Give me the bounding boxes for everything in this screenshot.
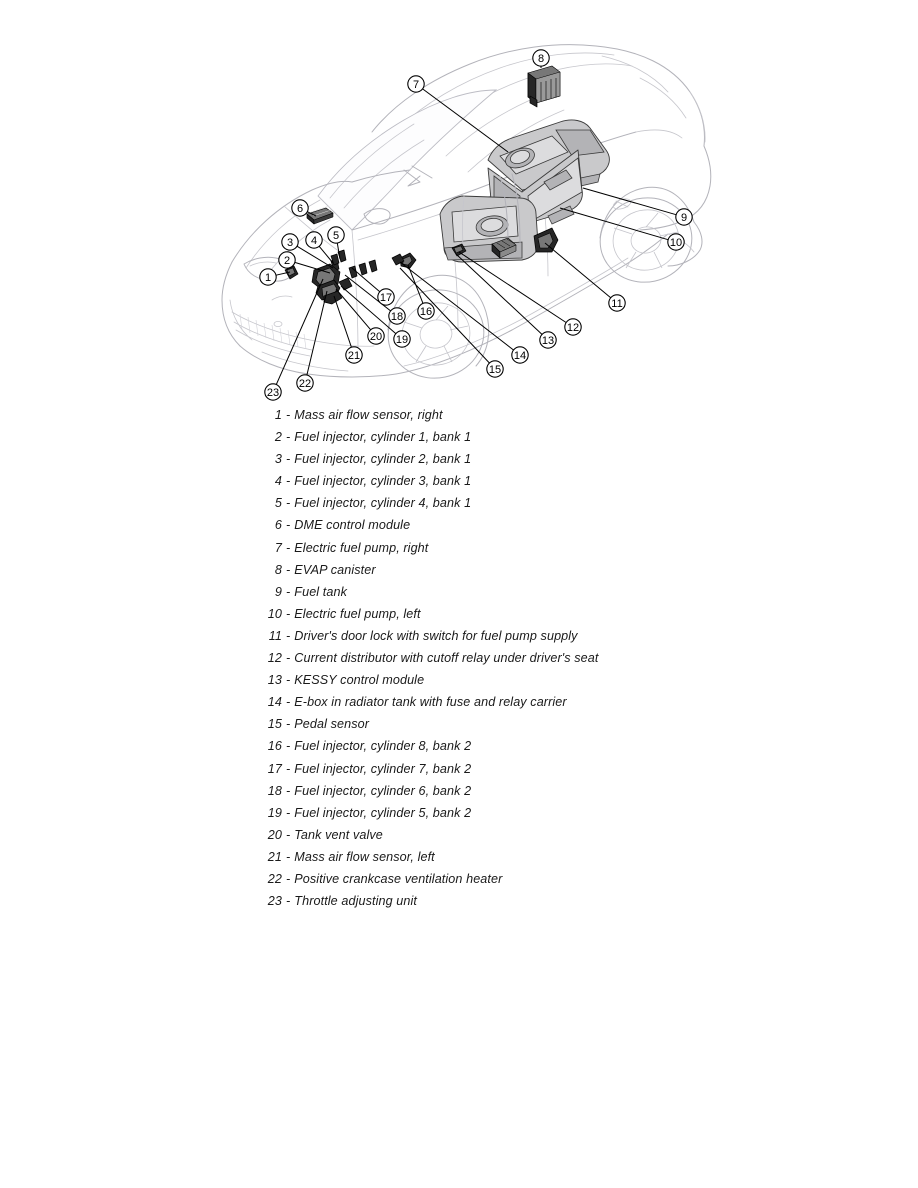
legend-item-number: 9 bbox=[274, 584, 282, 599]
legend-item-number: 19 bbox=[267, 805, 282, 820]
legend-item-label: Tank vent valve bbox=[294, 827, 383, 842]
legend-item-number: 10 bbox=[267, 606, 282, 621]
dme-control-module-symbol bbox=[307, 206, 333, 224]
callout-number: 16 bbox=[419, 305, 433, 318]
leader-line-12 bbox=[459, 252, 566, 323]
callout-14[interactable] bbox=[512, 347, 528, 363]
legend-item-number: 18 bbox=[267, 783, 282, 798]
leader-line-15 bbox=[400, 268, 489, 363]
leader-line-23 bbox=[276, 279, 323, 385]
legend-row bbox=[0, 739, 918, 761]
legend-item-label: Mass air flow sensor, right bbox=[294, 408, 443, 422]
callout-number: 11 bbox=[611, 297, 623, 310]
legend-item-number: 11 bbox=[268, 628, 282, 643]
legend-row bbox=[0, 673, 918, 695]
leader-line-20 bbox=[336, 289, 371, 330]
legend-item-number: 15 bbox=[267, 717, 282, 732]
callout-18[interactable] bbox=[389, 308, 405, 324]
legend-row bbox=[0, 651, 918, 673]
legend-item-number: 20 bbox=[267, 827, 282, 842]
callout-1[interactable] bbox=[260, 269, 276, 285]
callout-5[interactable] bbox=[328, 227, 344, 243]
callout-number: 15 bbox=[488, 363, 502, 376]
callout-number: 21 bbox=[347, 349, 361, 362]
legend-separator: - bbox=[286, 518, 291, 533]
legend-row bbox=[0, 541, 918, 563]
legend-separator: - bbox=[286, 562, 291, 577]
legend-separator: - bbox=[286, 452, 291, 467]
evap-canister-symbol bbox=[528, 66, 560, 107]
component-legend bbox=[0, 408, 918, 916]
callout-number: 9 bbox=[680, 211, 688, 224]
legend-row bbox=[0, 474, 918, 496]
callout-23[interactable] bbox=[265, 384, 281, 400]
legend-row bbox=[0, 607, 918, 629]
legend-item-label: Fuel injector, cylinder 3, bank 1 bbox=[294, 474, 472, 489]
legend-row bbox=[0, 695, 918, 717]
callout-number: 5 bbox=[332, 229, 340, 242]
legend-row bbox=[0, 452, 918, 474]
legend-separator: - bbox=[286, 606, 291, 621]
callout-number: 19 bbox=[395, 333, 409, 346]
legend-item-label: Driver's door lock with switch for fuel pump supply bbox=[294, 628, 578, 643]
legend-item-label: Mass air flow sensor, left bbox=[294, 849, 435, 864]
legend-item-number: 4 bbox=[274, 474, 282, 489]
legend-separator: - bbox=[286, 783, 291, 798]
legend-separator: - bbox=[286, 849, 291, 864]
legend-row bbox=[0, 784, 918, 806]
legend-item-label: Fuel injector, cylinder 5, bank 2 bbox=[294, 805, 472, 820]
legend-item-label: Fuel injector, cylinder 1, bank 1 bbox=[294, 430, 472, 445]
vehicle-diagram-svg bbox=[0, 0, 918, 405]
legend-row bbox=[0, 408, 918, 430]
legend-item-label: Pedal sensor bbox=[294, 717, 370, 732]
legend-item-number: 5 bbox=[274, 496, 282, 511]
legend-separator: - bbox=[286, 628, 291, 643]
legend-row bbox=[0, 717, 918, 739]
legend-item-number: 6 bbox=[274, 518, 282, 533]
callout-number: 1 bbox=[264, 271, 272, 284]
legend-item-number: 2 bbox=[274, 430, 282, 445]
callout-number: 17 bbox=[379, 291, 393, 304]
legend-item-label: Electric fuel pump, right bbox=[294, 540, 429, 555]
legend-item-number: 21 bbox=[267, 849, 282, 864]
callout-12[interactable] bbox=[565, 319, 581, 335]
callout-8[interactable] bbox=[533, 50, 549, 66]
legend-item-label: Throttle adjusting unit bbox=[294, 894, 418, 909]
callout-7[interactable] bbox=[408, 76, 424, 92]
legend-item-label: Electric fuel pump, left bbox=[294, 606, 421, 621]
legend-item-label: Fuel injector, cylinder 6, bank 2 bbox=[294, 783, 472, 798]
callout-13[interactable] bbox=[540, 332, 556, 348]
legend-item-number: 13 bbox=[267, 673, 282, 688]
legend-row bbox=[0, 872, 918, 894]
legend-item-number: 8 bbox=[274, 562, 282, 577]
legend-separator: - bbox=[286, 584, 291, 599]
legend-separator: - bbox=[286, 827, 291, 842]
callout-22[interactable] bbox=[297, 375, 313, 391]
legend-separator: - bbox=[286, 695, 291, 710]
leader-line-11 bbox=[545, 243, 611, 298]
legend-separator: - bbox=[286, 894, 291, 909]
callout-number: 6 bbox=[296, 202, 304, 215]
leader-line-22 bbox=[307, 291, 327, 375]
callout-number: 13 bbox=[541, 334, 555, 347]
legend-item-number: 7 bbox=[274, 540, 282, 555]
callout-21[interactable] bbox=[346, 347, 362, 363]
legend-item-label: Fuel tank bbox=[294, 584, 347, 599]
callout-9[interactable] bbox=[676, 209, 692, 225]
callout-19[interactable] bbox=[394, 331, 410, 347]
legend-item-label: Fuel injector, cylinder 8, bank 2 bbox=[294, 739, 472, 754]
callout-3[interactable] bbox=[282, 234, 298, 250]
callout-6[interactable] bbox=[292, 200, 308, 216]
legend-item-label: DME control module bbox=[294, 518, 411, 533]
legend-separator: - bbox=[286, 871, 291, 886]
callout-number: 7 bbox=[412, 78, 420, 91]
legend-row bbox=[0, 518, 918, 540]
legend-item-label: KESSY control module bbox=[294, 673, 425, 688]
vehicle-diagram bbox=[0, 0, 918, 405]
callout-10[interactable] bbox=[668, 234, 684, 250]
legend-separator: - bbox=[286, 673, 291, 688]
legend-separator: - bbox=[286, 761, 291, 776]
callout-2[interactable] bbox=[279, 252, 295, 268]
callout-number: 10 bbox=[669, 236, 683, 249]
callout-number: 22 bbox=[298, 377, 312, 390]
legend-separator: - bbox=[286, 717, 291, 732]
leader-line-13 bbox=[456, 254, 542, 334]
callout-number: 20 bbox=[369, 330, 383, 343]
legend-separator: - bbox=[286, 408, 291, 422]
callout-number: 23 bbox=[266, 386, 280, 399]
legend-row bbox=[0, 629, 918, 651]
legend-item-number: 17 bbox=[267, 761, 282, 776]
legend-separator: - bbox=[286, 651, 291, 666]
legend-row bbox=[0, 762, 918, 784]
legend-item-number: 22 bbox=[267, 871, 282, 886]
legend-item-label: E-box in radiator tank with fuse and relay carrier bbox=[294, 695, 567, 710]
legend-row bbox=[0, 563, 918, 585]
callout-16[interactable] bbox=[418, 303, 434, 319]
legend-item-label: Positive crankcase ventilation heater bbox=[294, 871, 503, 886]
legend-item-number: 12 bbox=[267, 651, 282, 666]
legend-row bbox=[0, 850, 918, 872]
legend-separator: - bbox=[286, 496, 291, 511]
legend-separator: - bbox=[286, 739, 291, 754]
legend-item-label: Fuel injector, cylinder 2, bank 1 bbox=[294, 452, 472, 467]
callout-number: 18 bbox=[390, 310, 404, 323]
callout-number: 3 bbox=[286, 236, 294, 249]
legend-row bbox=[0, 828, 918, 850]
legend-row bbox=[0, 806, 918, 828]
legend-item-number: 23 bbox=[267, 894, 282, 909]
legend-item-number: 14 bbox=[267, 695, 282, 710]
leader-line-14 bbox=[400, 262, 514, 350]
legend-row bbox=[0, 894, 918, 916]
legend-item-number: 1 bbox=[274, 408, 282, 422]
callout-20[interactable] bbox=[368, 328, 384, 344]
fuel-tank-assembly bbox=[440, 120, 609, 262]
legend-item-number: 16 bbox=[267, 739, 282, 754]
legend-item-label: Fuel injector, cylinder 7, bank 2 bbox=[294, 761, 472, 776]
legend-row bbox=[0, 430, 918, 452]
legend-separator: - bbox=[286, 430, 291, 445]
legend-row bbox=[0, 496, 918, 518]
callout-17[interactable] bbox=[378, 289, 394, 305]
callout-number: 12 bbox=[566, 321, 580, 334]
callout-number: 14 bbox=[513, 349, 527, 362]
legend-separator: - bbox=[286, 540, 291, 555]
legend-item-label: EVAP canister bbox=[294, 562, 376, 577]
callout-4[interactable] bbox=[306, 232, 322, 248]
callout-number: 2 bbox=[283, 254, 291, 267]
legend-row bbox=[0, 585, 918, 607]
callout-11[interactable] bbox=[609, 295, 625, 311]
legend-item-label: Current distributor with cutoff relay under driver's seat bbox=[294, 651, 599, 666]
leader-line-9 bbox=[583, 188, 676, 215]
legend-separator: - bbox=[286, 474, 291, 489]
callout-number: 4 bbox=[310, 234, 318, 247]
legend-item-label: Fuel injector, cylinder 4, bank 1 bbox=[294, 496, 472, 511]
legend-item-number: 3 bbox=[274, 452, 282, 467]
callout-15[interactable] bbox=[487, 361, 503, 377]
callout-number: 8 bbox=[537, 52, 545, 65]
legend-separator: - bbox=[286, 805, 291, 820]
